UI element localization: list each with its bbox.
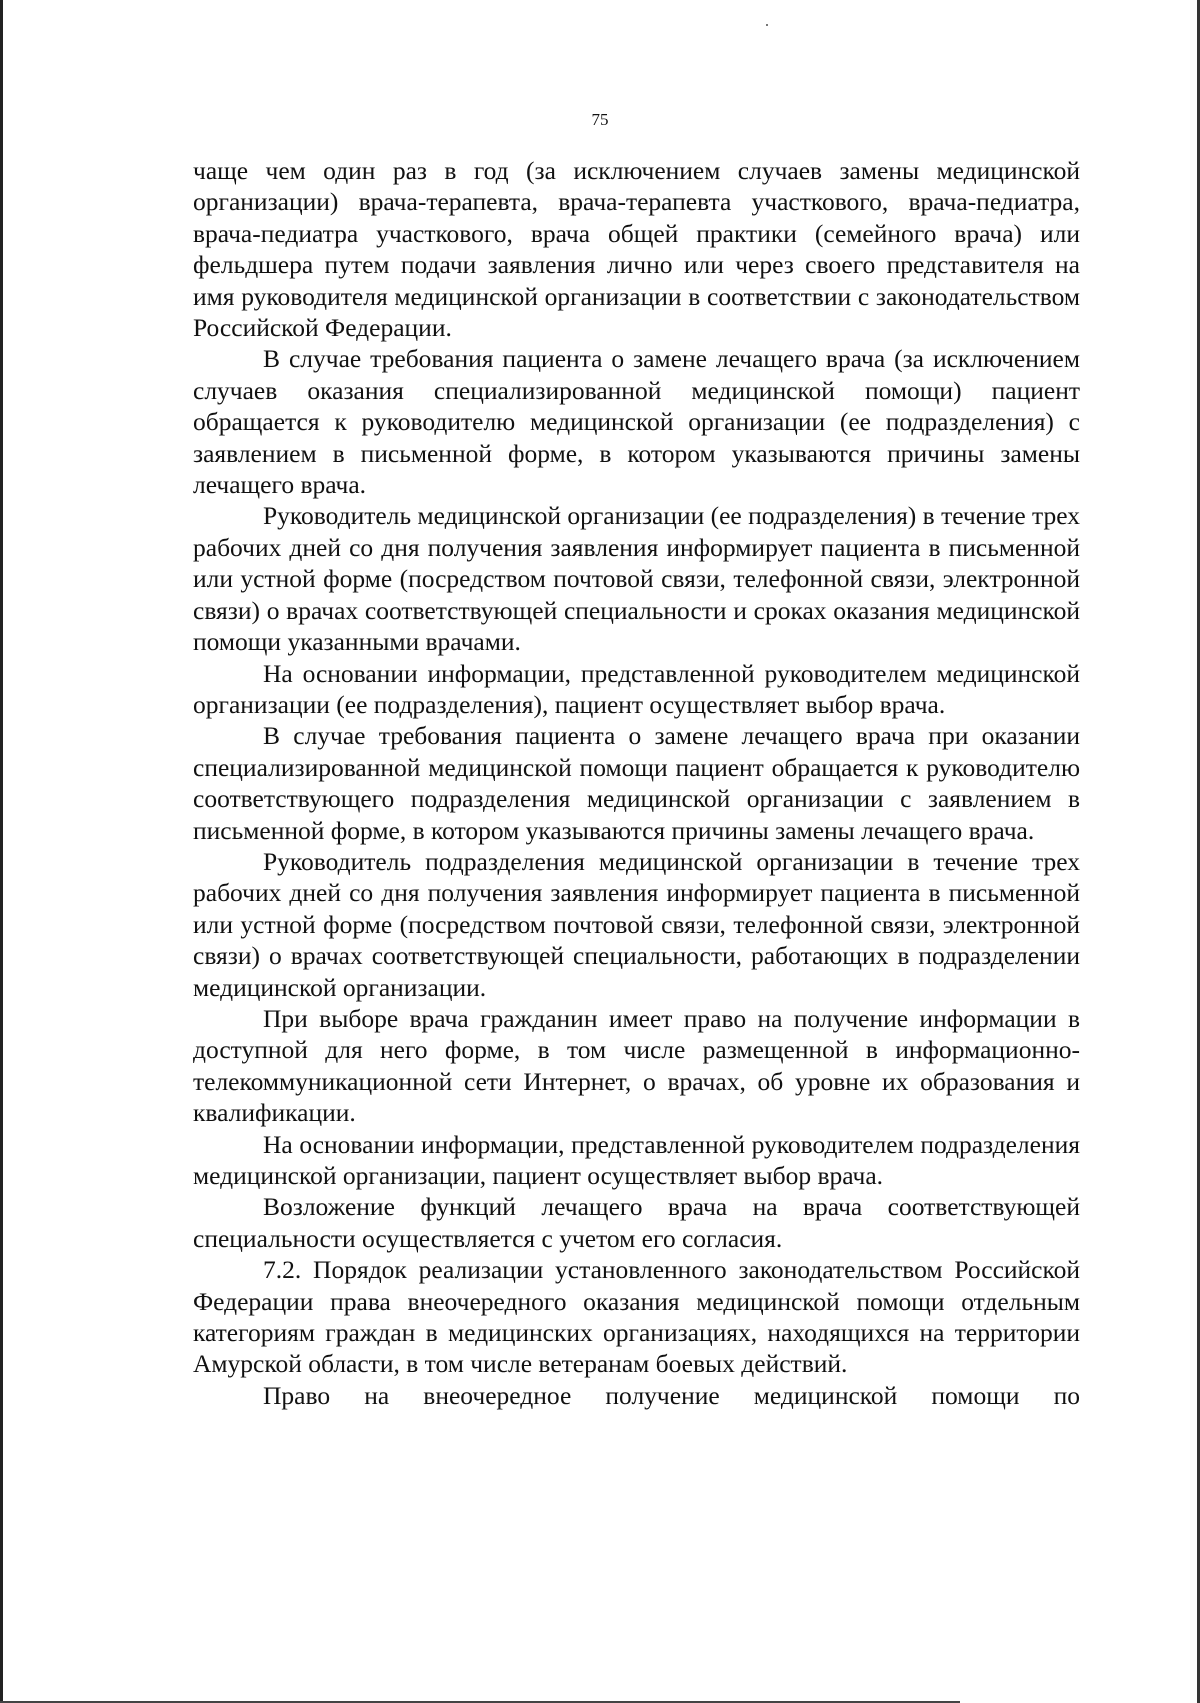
paragraph-9: Возложение функций лечащего врача на врача соответствующей специальности осуществляется с учетом его согласия.	[193, 1192, 1080, 1253]
document-body	[193, 155, 1080, 1411]
paragraph-6: Руководитель подразделения медицинской организации в течение трех рабочих дней со дня получения заявления информирует пациента в письменной или устной форме (посредством почтовой связи, телефонной связи, электронной связи) о врачах соответствующей специальности, работающих в подразделении медицинской организации.	[193, 846, 1080, 1002]
page-number: 75	[591, 110, 609, 129]
paragraph-8: На основании информации, представленной руководителем подразделения медицинской организации, пациент осуществляет выбор врача.	[193, 1129, 1080, 1190]
paragraph-10: 7.2. Порядок реализации установленного законодательством Российской Федерации права внеочередного оказания медицинской помощи отдельным категориям граждан в медицинских организациях, находящихся на территории Амурской области, в том числе ветеранам боевых действий.	[193, 1255, 1080, 1379]
paragraph-3: Руководитель медицинской организации (ее подразделения) в течение трех рабочих дней со дня получения заявления информирует пациента в письменной или устной форме (посредством почтовой связи, телефонной связи, электронной связи) о врачах соответствующей специальности и сроках оказания медицинской помощи указанными врачами.	[193, 501, 1080, 657]
paragraph-2: В случае требования пациента о замене лечащего врача (за исключением случаев оказания специализированной медицинской помощи) пациент обращается к руководителю медицинской организации (ее подразделения) с заявлением в письменной форме, в котором указываются причины замены лечащего врача.	[193, 344, 1080, 500]
paragraph-5: В случае требования пациента о замене лечащего врача при оказании специализированной медицинской помощи пациент обращается к руководителю соответствующего подразделения медицинской организации с заявлением в письменной форме, в котором указываются причины замены лечащего врача.	[193, 721, 1080, 845]
scan-speck	[766, 24, 768, 26]
paragraph-1: чаще чем один раз в год (за исключением случаев замены медицинской организации) врача-терапевта, врача-терапевта участкового, врача-педиатра, врача-педиатра участкового, врача общей практики (семейного врача) или фельдшера путем подачи заявления лично или через своего представителя на имя руководителя медицинской организации в соответствии с законодательством Российской Федерации.	[193, 156, 1080, 343]
scan-edge-left	[0, 0, 3, 1703]
paragraph-4: На основании информации, представленной руководителем медицинской организации (ее подразделения), пациент осуществляет выбор врача.	[193, 658, 1080, 719]
paragraph-7: При выборе врача гражданин имеет право на получение информации в доступной для него форме, в том числе размещенной в информационно-телекоммуникационной сети Интернет, о врачах, об уровне их образования и квалификации.	[193, 1003, 1080, 1128]
paragraph-11: Право на внеочередное получение медицинской помощи по	[263, 1380, 1080, 1410]
